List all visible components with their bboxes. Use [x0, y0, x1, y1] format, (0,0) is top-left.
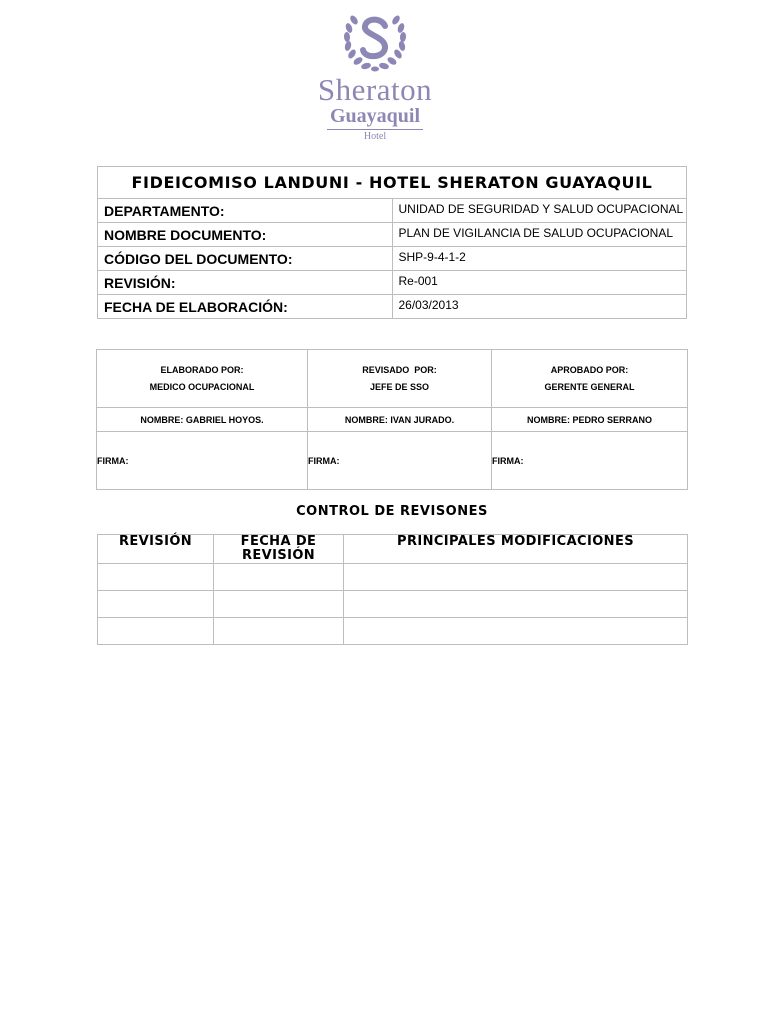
info-value: PLAN DE VIGILANCIA DE SALUD OCUPACIONAL: [392, 223, 687, 247]
document-info-table: [97, 166, 687, 319]
table-cell: [98, 564, 214, 591]
info-label: CÓDIGO DEL DOCUMENTO:: [98, 247, 393, 271]
logo-brand-text: Sheraton: [317, 72, 433, 107]
signatures-table: [96, 349, 688, 490]
signature-role-cell: [492, 350, 688, 408]
revisions-header: REVISIÓN: [98, 535, 214, 564]
table-cell: [344, 618, 688, 645]
info-value: Re-001: [392, 271, 687, 295]
revisions-control-title: CONTROL DE REVISONES: [296, 504, 488, 519]
info-label: NOMBRE DOCUMENTO:: [98, 223, 393, 247]
table-row: [98, 591, 688, 618]
document-title: FIDEICOMISO LANDUNI - HOTEL SHERATON GUAYAQUIL: [98, 167, 687, 199]
logo-sub-text: Hotel: [363, 131, 387, 142]
sheraton-logo: [300, 8, 450, 142]
table-cell: [98, 591, 214, 618]
info-value: 26/03/2013: [392, 295, 687, 319]
revisions-header: PRINCIPALES MODIFICACIONES: [344, 535, 688, 564]
signature-firma: FIRMA:: [492, 432, 688, 490]
table-row: [98, 564, 688, 591]
logo-divider: [327, 129, 423, 130]
info-row: [98, 199, 687, 223]
table-row: [98, 618, 688, 645]
table-cell: [344, 564, 688, 591]
info-row: [98, 295, 687, 319]
table-cell: [98, 618, 214, 645]
logo-city-text: Guayaquil: [329, 105, 421, 127]
signature-name: NOMBRE: PEDRO SERRANO: [492, 408, 688, 432]
info-value: SHP-9-4-1-2: [392, 247, 687, 271]
signature-position: GERENTE GENERAL: [544, 381, 635, 392]
signature-position: JEFE DE SSO: [369, 381, 430, 392]
revisions-table: [97, 534, 688, 645]
signature-firma: FIRMA:: [308, 432, 492, 490]
signature-role-cell: [97, 350, 308, 408]
signature-role-cell: [308, 350, 492, 408]
signature-role: REVISADO POR:: [362, 364, 437, 375]
signature-role: ELABORADO POR:: [160, 364, 244, 375]
table-cell: [214, 618, 344, 645]
info-row: [98, 271, 687, 295]
info-label: REVISIÓN:: [98, 271, 393, 295]
signature-name: NOMBRE: GABRIEL HOYOS.: [97, 408, 308, 432]
sheraton-wreath-icon: [340, 8, 410, 72]
signature-name: NOMBRE: IVAN JURADO.: [308, 408, 492, 432]
signature-position: MEDICO OCUPACIONAL: [149, 381, 255, 392]
signature-role: APROBADO POR:: [550, 364, 629, 375]
revisions-header: FECHA DE REVISIÓN: [214, 535, 344, 564]
table-cell: [344, 591, 688, 618]
info-value: UNIDAD DE SEGURIDAD Y SALUD OCUPACIONAL: [392, 199, 687, 223]
table-cell: [214, 564, 344, 591]
table-cell: [214, 591, 344, 618]
info-row: [98, 247, 687, 271]
signature-firma: FIRMA:: [97, 432, 308, 490]
info-label: DEPARTAMENTO:: [98, 199, 393, 223]
info-label: FECHA DE ELABORACIÓN:: [98, 295, 393, 319]
info-row: [98, 223, 687, 247]
